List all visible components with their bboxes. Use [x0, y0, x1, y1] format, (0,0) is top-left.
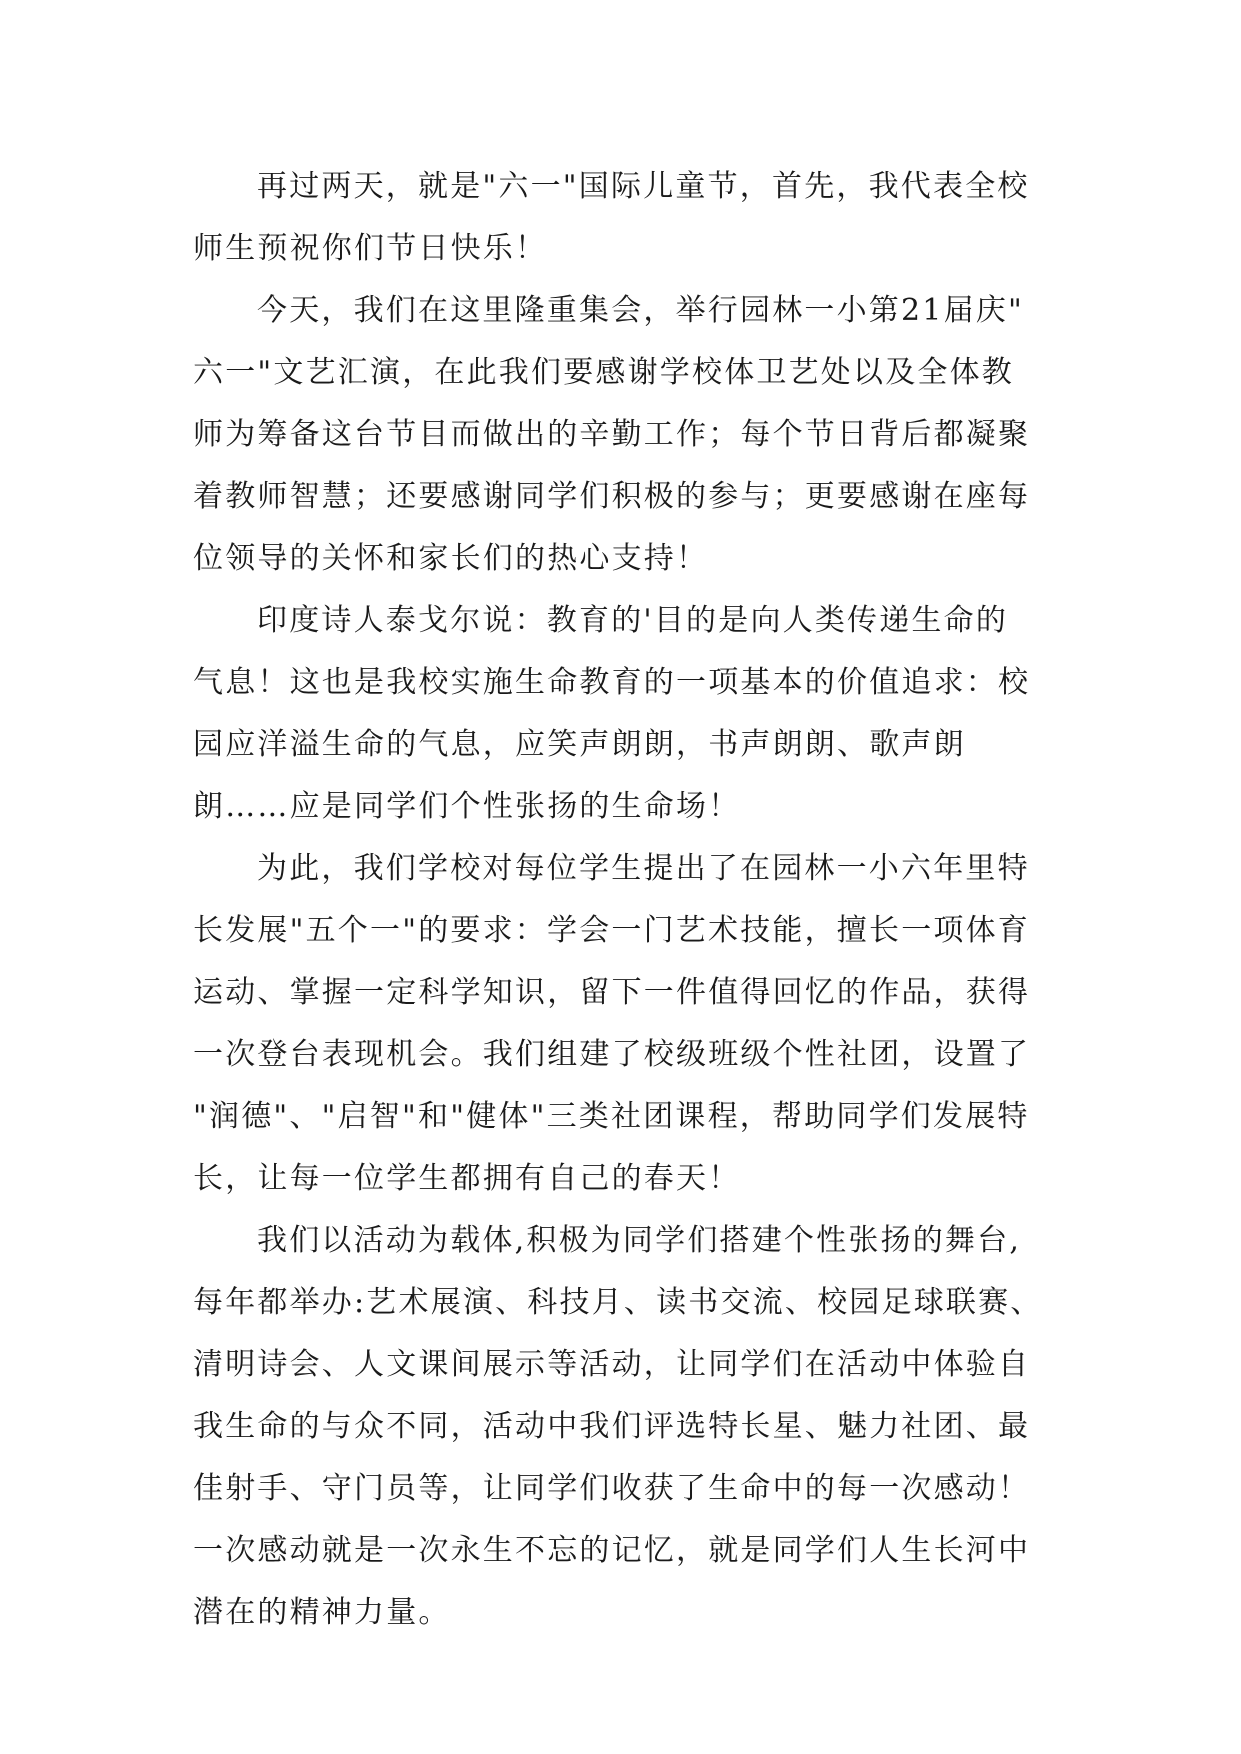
document-body	[193, 156, 1053, 1644]
text-line: 长，让每一位学生都拥有自己的春天！	[193, 1161, 741, 1196]
text-line: 朗……应是同学们个性张扬的生命场！	[193, 789, 741, 824]
text-line: 六一"文艺汇演，在此我们要感谢学校体卫艺处以及全体教	[193, 355, 1014, 390]
text-line: 清明诗会、人文课间展示等活动，让同学们在活动中体验自	[193, 1347, 1031, 1382]
text-line: 园应洋溢生命的气息，应笑声朗朗，书声朗朗、歌声朗	[193, 727, 966, 762]
text-line: 我生命的与众不同，活动中我们评选特长星、魅力社团、最	[193, 1409, 1031, 1444]
text-line: 长发展"五个一"的要求：学会一门艺术技能，擅长一项体育	[193, 913, 1030, 948]
text-line: 潜在的精神力量。	[193, 1595, 451, 1630]
text-line: 每年都举办:艺术展演、科技月、读书交流、校园足球联赛、	[193, 1285, 1043, 1320]
text-line: 一次感动就是一次永生不忘的记忆，就是同学们人生长河中	[193, 1533, 1031, 1568]
text-line: 师生预祝你们节日快乐！	[193, 231, 548, 266]
text-line: 着教师智慧；还要感谢同学们积极的参与；更要感谢在座每	[193, 479, 1031, 514]
text-line: 运动、掌握一定科学知识，留下一件值得回忆的作品，获得	[193, 975, 1031, 1010]
text-line: 为此，我们学校对每位学生提出了在园林一小六年里特	[257, 851, 1030, 886]
text-line: 我们以活动为载体,积极为同学们搭建个性张扬的舞台,	[257, 1223, 1022, 1258]
text-line: 位领导的关怀和家长们的热心支持！	[193, 541, 709, 576]
text-line: 气息！这也是我校实施生命教育的一项基本的价值追求：校	[193, 665, 1031, 700]
text-line: 师为筹备这台节目而做出的辛勤工作；每个节日背后都凝聚	[193, 417, 1031, 452]
text-line: 今天，我们在这里隆重集会，举行园林一小第21届庆"	[257, 293, 1024, 328]
text-line: 再过两天，就是"六一"国际儿童节，首先，我代表全校	[257, 169, 1030, 204]
text-line: 印度诗人泰戈尔说：教育的'目的是向人类传递生命的	[257, 603, 1009, 638]
text-line: 一次登台表现机会。我们组建了校级班级个性社团，设置了	[193, 1037, 1031, 1072]
text-line: 佳射手、守门员等，让同学们收获了生命中的每一次感动！	[193, 1471, 1031, 1506]
text-line: "润德"、"启智"和"健体"三类社团课程，帮助同学们发展特	[193, 1099, 1030, 1134]
